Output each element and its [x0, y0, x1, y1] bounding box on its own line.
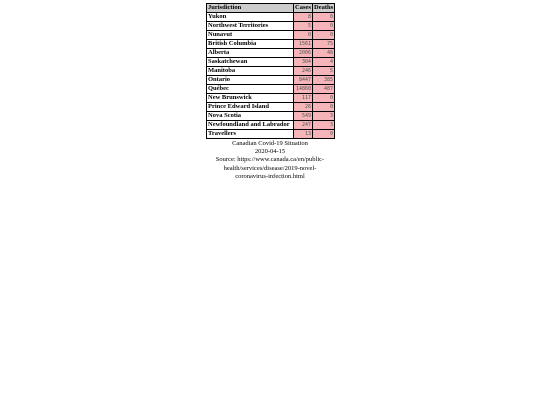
cases-cell: 8447	[294, 76, 313, 85]
table-header-row	[207, 4, 335, 13]
jurisdiction-cell: Saskatchewan	[207, 58, 294, 67]
cases-cell: 13	[294, 130, 313, 139]
caption-line: 2020-04-15	[254, 148, 286, 156]
header-deaths: Deaths	[314, 4, 334, 11]
table-row	[207, 103, 335, 112]
caption-line: coronavirus-infection.html	[235, 172, 305, 180]
jurisdiction-cell: Travellers	[207, 130, 294, 139]
jurisdiction-cell: Prince Edward Island	[207, 103, 294, 112]
cases-cell: 8	[294, 13, 313, 22]
jurisdiction-cell: Ontario	[207, 76, 294, 85]
caption-line: Source: https://www.canada.ca/en/public-	[215, 156, 325, 164]
table-caption	[206, 140, 334, 181]
deaths-cell: 385	[313, 76, 335, 85]
deaths-cell: 48	[313, 49, 335, 58]
cases-cell: 2006	[294, 49, 313, 58]
cases-cell: 117	[294, 94, 313, 103]
deaths-cell: 4	[313, 58, 335, 67]
jurisdiction-cell: Nunavut	[207, 31, 294, 40]
deaths-cell: 75	[313, 40, 335, 49]
cases-cell: 14860	[294, 85, 313, 94]
jurisdiction-cell: Manitoba	[207, 67, 294, 76]
deaths-cell: 487	[313, 85, 335, 94]
jurisdiction-cell: Alberta	[207, 49, 294, 58]
cases-cell: 304	[294, 58, 313, 67]
covid-cases-table	[206, 3, 335, 139]
cases-cell: 5	[294, 22, 313, 31]
jurisdiction-cell: British Columbia	[207, 40, 294, 49]
table-row	[207, 94, 335, 103]
header-cases: Cases	[295, 4, 311, 11]
header-jurisdiction: Jurisdiction	[207, 4, 294, 13]
jurisdiction-cell: Québec	[207, 85, 294, 94]
cases-cell: 247	[294, 121, 313, 130]
cases-cell: 246	[294, 67, 313, 76]
table-body	[207, 13, 335, 139]
table-row	[207, 85, 335, 94]
table-row	[207, 67, 335, 76]
jurisdiction-cell: Newfoundland and Labrador	[207, 121, 294, 130]
jurisdiction-cell: Northwest Territories	[207, 22, 294, 31]
jurisdiction-cell: New Brunswick	[207, 94, 294, 103]
deaths-cell: 0	[313, 22, 335, 31]
table-row	[207, 40, 335, 49]
table-row	[207, 130, 335, 139]
table-row	[207, 31, 335, 40]
deaths-cell: 5	[313, 67, 335, 76]
table-row	[207, 121, 335, 130]
jurisdiction-cell: Yukon	[207, 13, 294, 22]
table-row	[207, 58, 335, 67]
cases-cell: 0	[294, 31, 313, 40]
deaths-cell: 3	[313, 121, 335, 130]
covid-table-figure	[206, 3, 334, 181]
table-row	[207, 76, 335, 85]
deaths-cell: 0	[313, 31, 335, 40]
deaths-cell: 0	[313, 13, 335, 22]
jurisdiction-cell: Nova Scotia	[207, 112, 294, 121]
deaths-cell: 0	[313, 94, 335, 103]
cases-cell: 549	[294, 112, 313, 121]
deaths-cell: 0	[313, 130, 335, 139]
table-row	[207, 22, 335, 31]
caption-line: health/services/disease/2019-novel-	[223, 164, 317, 172]
cases-cell: 26	[294, 103, 313, 112]
cases-cell: 1561	[294, 40, 313, 49]
table-row	[207, 13, 335, 22]
deaths-cell: 0	[313, 103, 335, 112]
caption-line: Canadian Covid-19 Situation	[232, 140, 308, 147]
table-row	[207, 112, 335, 121]
table-row	[207, 49, 335, 58]
deaths-cell: 3	[313, 112, 335, 121]
